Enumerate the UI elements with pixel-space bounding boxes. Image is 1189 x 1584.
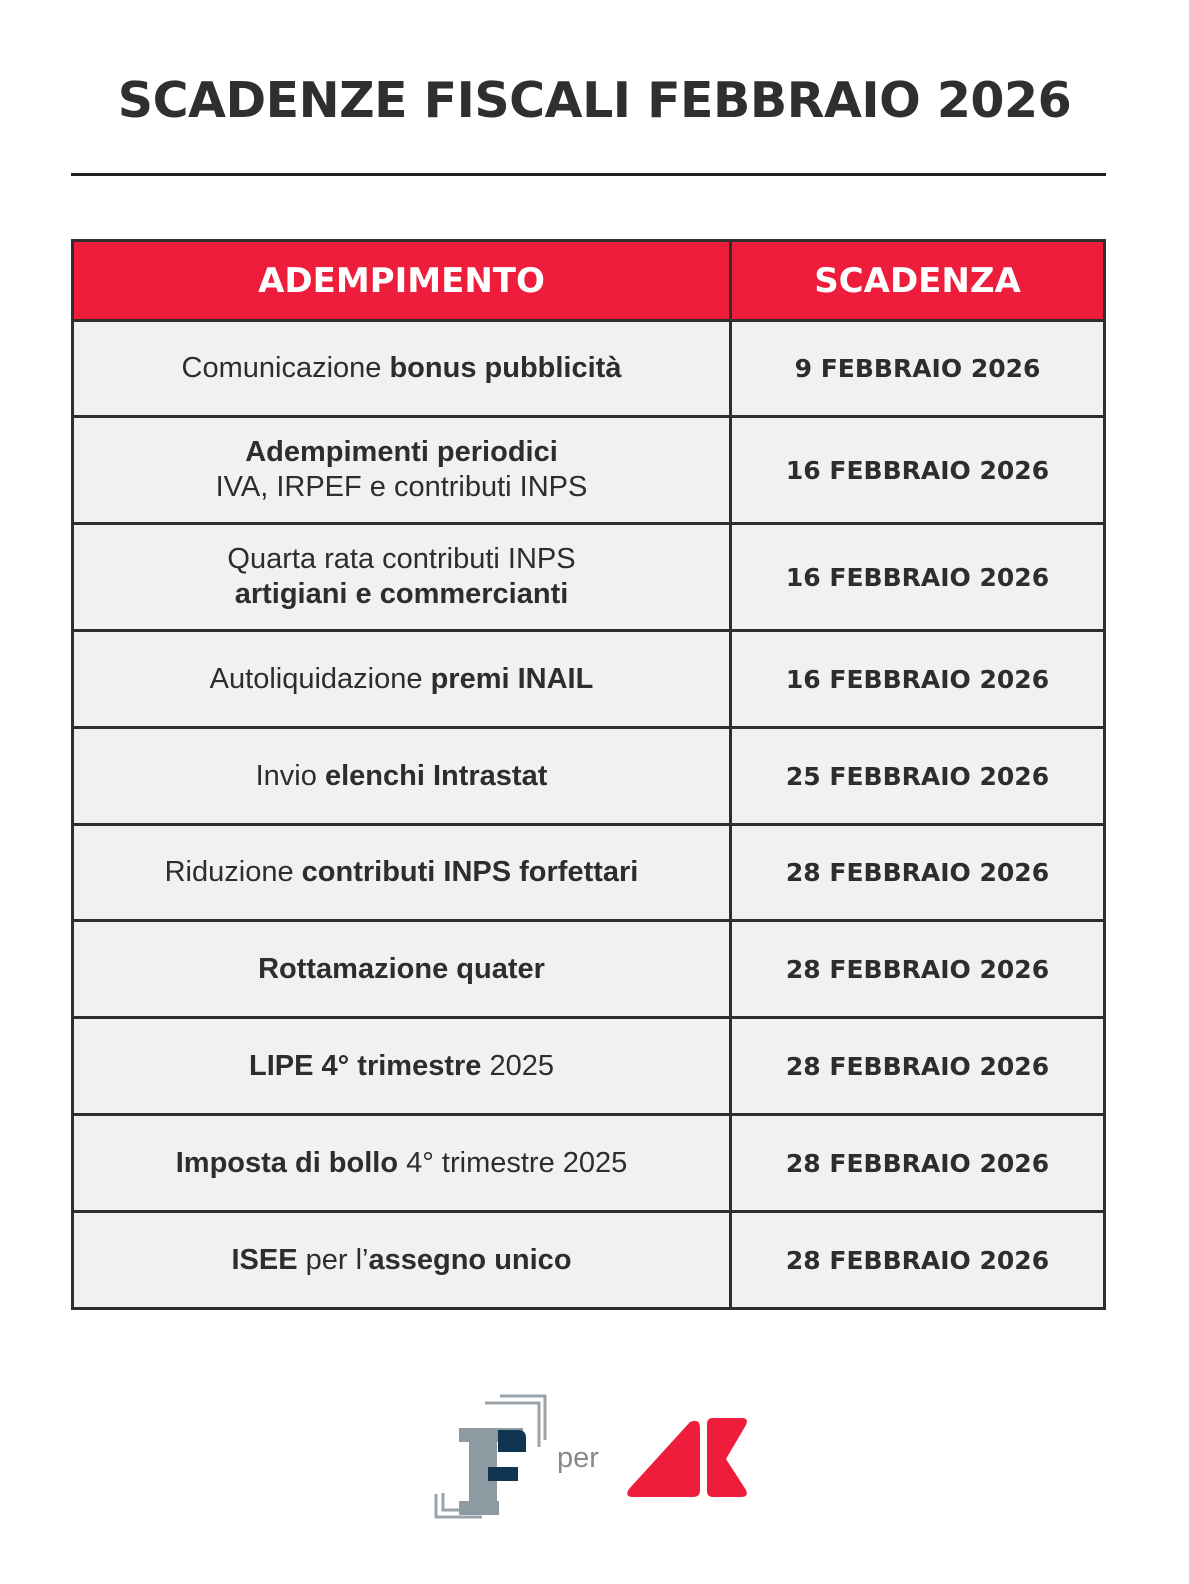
scadenza-cell: 28 FEBBRAIO 2026 <box>731 921 1105 1018</box>
per-connector: per <box>557 1442 599 1474</box>
text: 4° trimestre 2025 <box>406 1146 628 1179</box>
f-logo <box>430 1396 545 1530</box>
bold-text: Imposta di bollo <box>175 1146 407 1179</box>
scadenza-cell: 28 FEBBRAIO 2026 <box>731 1212 1105 1309</box>
scadenza-cell: 28 FEBBRAIO 2026 <box>731 1115 1105 1212</box>
bold-text: Adempimenti periodici <box>245 436 558 468</box>
text: Autoliquidazione <box>209 662 431 695</box>
text: Invio <box>255 759 325 792</box>
scadenza-cell: 28 FEBBRAIO 2026 <box>731 825 1105 921</box>
scadenza-cell: 16 FEBBRAIO 2026 <box>731 417 1105 524</box>
bold-text: artigiani e commercianti <box>234 578 569 610</box>
header-adempimento: ADEMPIMENTO <box>73 241 731 321</box>
bold-text: Rottamazione quater <box>258 952 545 985</box>
bold-text: LIPE 4° trimestre <box>249 1049 490 1082</box>
scadenza-cell: 16 FEBBRAIO 2026 <box>731 631 1105 728</box>
ak-logo <box>627 1418 747 1497</box>
text: per l’ <box>305 1243 369 1276</box>
text: Riduzione <box>164 856 302 888</box>
scadenza-cell: 25 FEBBRAIO 2026 <box>731 728 1105 825</box>
text: Comunicazione <box>181 352 390 384</box>
scadenza-cell: 28 FEBBRAIO 2026 <box>731 1018 1105 1115</box>
scadenza-cell: 16 FEBBRAIO 2026 <box>731 524 1105 631</box>
bold-text: contributi INPS forfettari <box>301 856 639 888</box>
bold-text: bonus pubblicità <box>389 352 622 384</box>
bold-text: ISEE <box>231 1243 306 1276</box>
header-scadenza: SCADENZA <box>731 241 1105 321</box>
page-title: SCADENZE FISCALI FEBBRAIO 2026 <box>117 72 1072 129</box>
scadenza-cell: 9 FEBBRAIO 2026 <box>731 321 1105 417</box>
text: 2025 <box>489 1049 554 1082</box>
text: Quarta rata contributi INPS <box>227 543 576 575</box>
text: IVA, IRPEF e contributi INPS <box>215 471 588 503</box>
bold-text: premi INAIL <box>430 662 594 695</box>
bold-text: assegno unico <box>368 1243 572 1276</box>
bold-text: elenchi Intrastat <box>324 759 548 792</box>
